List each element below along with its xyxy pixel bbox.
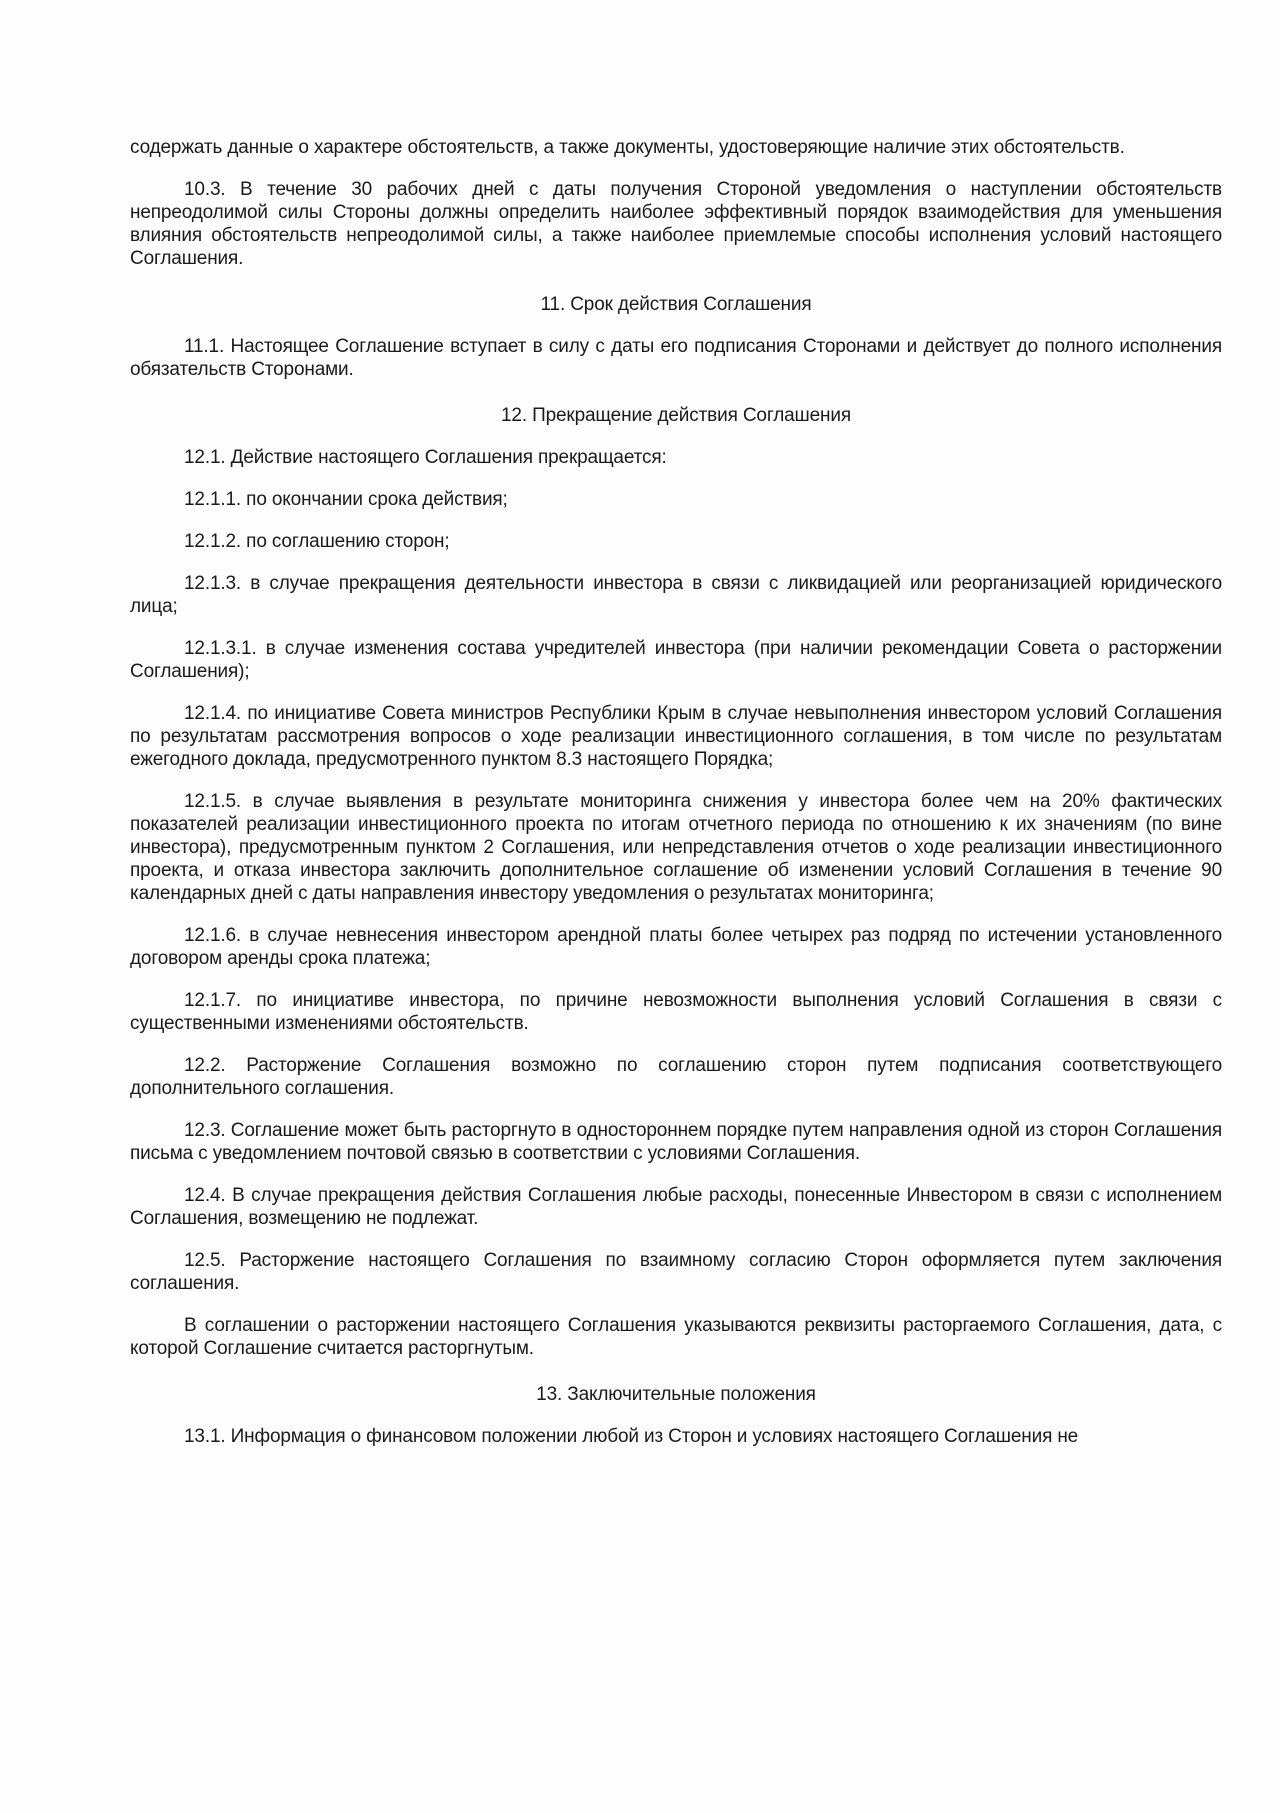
paragraph-10-3: 10.3. В течение 30 рабочих дней с даты получения Стороной уведомления о наступлении обстоятельств непреодолимой силы Стороны должны определить наиболее эффективный порядок взаимодействия для уменьшения влияния обстоятельств непреодолимой силы, а также наиболее приемлемые способы исполнения условий настоящего Соглашения. [130, 179, 1222, 269]
paragraph-12-5-details: В соглашении о расторжении настоящего Соглашения указываются реквизиты расторгаемого Соглашения, дата, с которой Соглашение считается расторгнутым. [130, 1315, 1222, 1359]
paragraph-12-4: 12.4. В случае прекращения действия Соглашения любые расходы, понесенные Инвестором в связи с исполнением Соглашения, возмещению не подлежат. [130, 1185, 1222, 1229]
section-heading-12: 12. Прекращение действия Соглашения [500, 405, 852, 426]
paragraph-12-1: 12.1. Действие настоящего Соглашения прекращается: [184, 447, 667, 468]
paragraph-11-1: 11.1. Настоящее Соглашение вступает в силу с даты его подписания Сторонами и действует до полного исполнения обязательств Сторонами. [130, 336, 1222, 380]
paragraph-12-1-6: 12.1.6. в случае невнесения инвестором арендной платы более четырех раз подряд по истечении установленного договором аренды срока платежа; [130, 925, 1222, 969]
paragraph-13-1: 13.1. Информация о финансовом положении любой из Сторон и условиях настоящего Соглашения не [184, 1426, 1079, 1447]
paragraph-12-2: 12.2. Расторжение Соглашения возможно по соглашению сторон путем подписания соответствующего дополнительного соглашения. [130, 1055, 1222, 1099]
paragraph-12-5: 12.5. Расторжение настоящего Соглашения по взаимному согласию Сторон оформляется путем заключения соглашения. [130, 1250, 1222, 1294]
section-heading-11: 11. Срок действия Соглашения [540, 294, 812, 315]
paragraph-12-1-3: 12.1.3. в случае прекращения деятельности инвестора в связи с ликвидацией или реорганизацией юридического лица; [130, 573, 1222, 617]
document-body [130, 136, 1222, 1448]
section-heading-13: 13. Заключительные положения [536, 1384, 816, 1405]
paragraph-12-1-3-1: 12.1.3.1. в случае изменения состава учредителей инвестора (при наличии рекомендации Совета о расторжении Соглашения); [130, 638, 1222, 682]
paragraph-10-2-continuation: содержать данные о характере обстоятельств, а также документы, удостоверяющие наличие этих обстоятельств. [130, 137, 1125, 158]
paragraph-12-1-1: 12.1.1. по окончании срока действия; [184, 489, 508, 510]
paragraph-12-1-2: 12.1.2. по соглашению сторон; [184, 531, 450, 552]
paragraph-12-1-7: 12.1.7. по инициативе инвестора, по причине невозможности выполнения условий Соглашения в связи с существенными изменениями обстоятельств. [130, 990, 1222, 1034]
paragraph-12-1-5: 12.1.5. в случае выявления в результате мониторинга снижения у инвестора более чем на 20% фактических показателей реализации инвестиционного проекта по итогам отчетного периода по отношению к их значениям (по вине инвестора), предусмотренным пунктом 2 Соглашения, или непредставления отчетов о ходе реализации инвестиционного проекта, и отказа инвестора заключить дополнительное соглашение об изменении условий Соглашения в течение 90 календарных дней с даты направления инвестору уведомления о результатах мониторинга; [130, 791, 1222, 904]
paragraph-12-1-4: 12.1.4. по инициативе Совета министров Республики Крым в случае невыполнения инвестором условий Соглашения по результатам рассмотрения вопросов о ходе реализации инвестиционного соглашения, в том числе по результатам ежегодного доклада, предусмотренного пунктом 8.3 настоящего Порядка; [130, 703, 1222, 770]
paragraph-12-3: 12.3. Соглашение может быть расторгнуто в одностороннем порядке путем направления одной из сторон Соглашения письма с уведомлением почтовой связью в соответствии с условиями Соглашения. [130, 1120, 1222, 1164]
